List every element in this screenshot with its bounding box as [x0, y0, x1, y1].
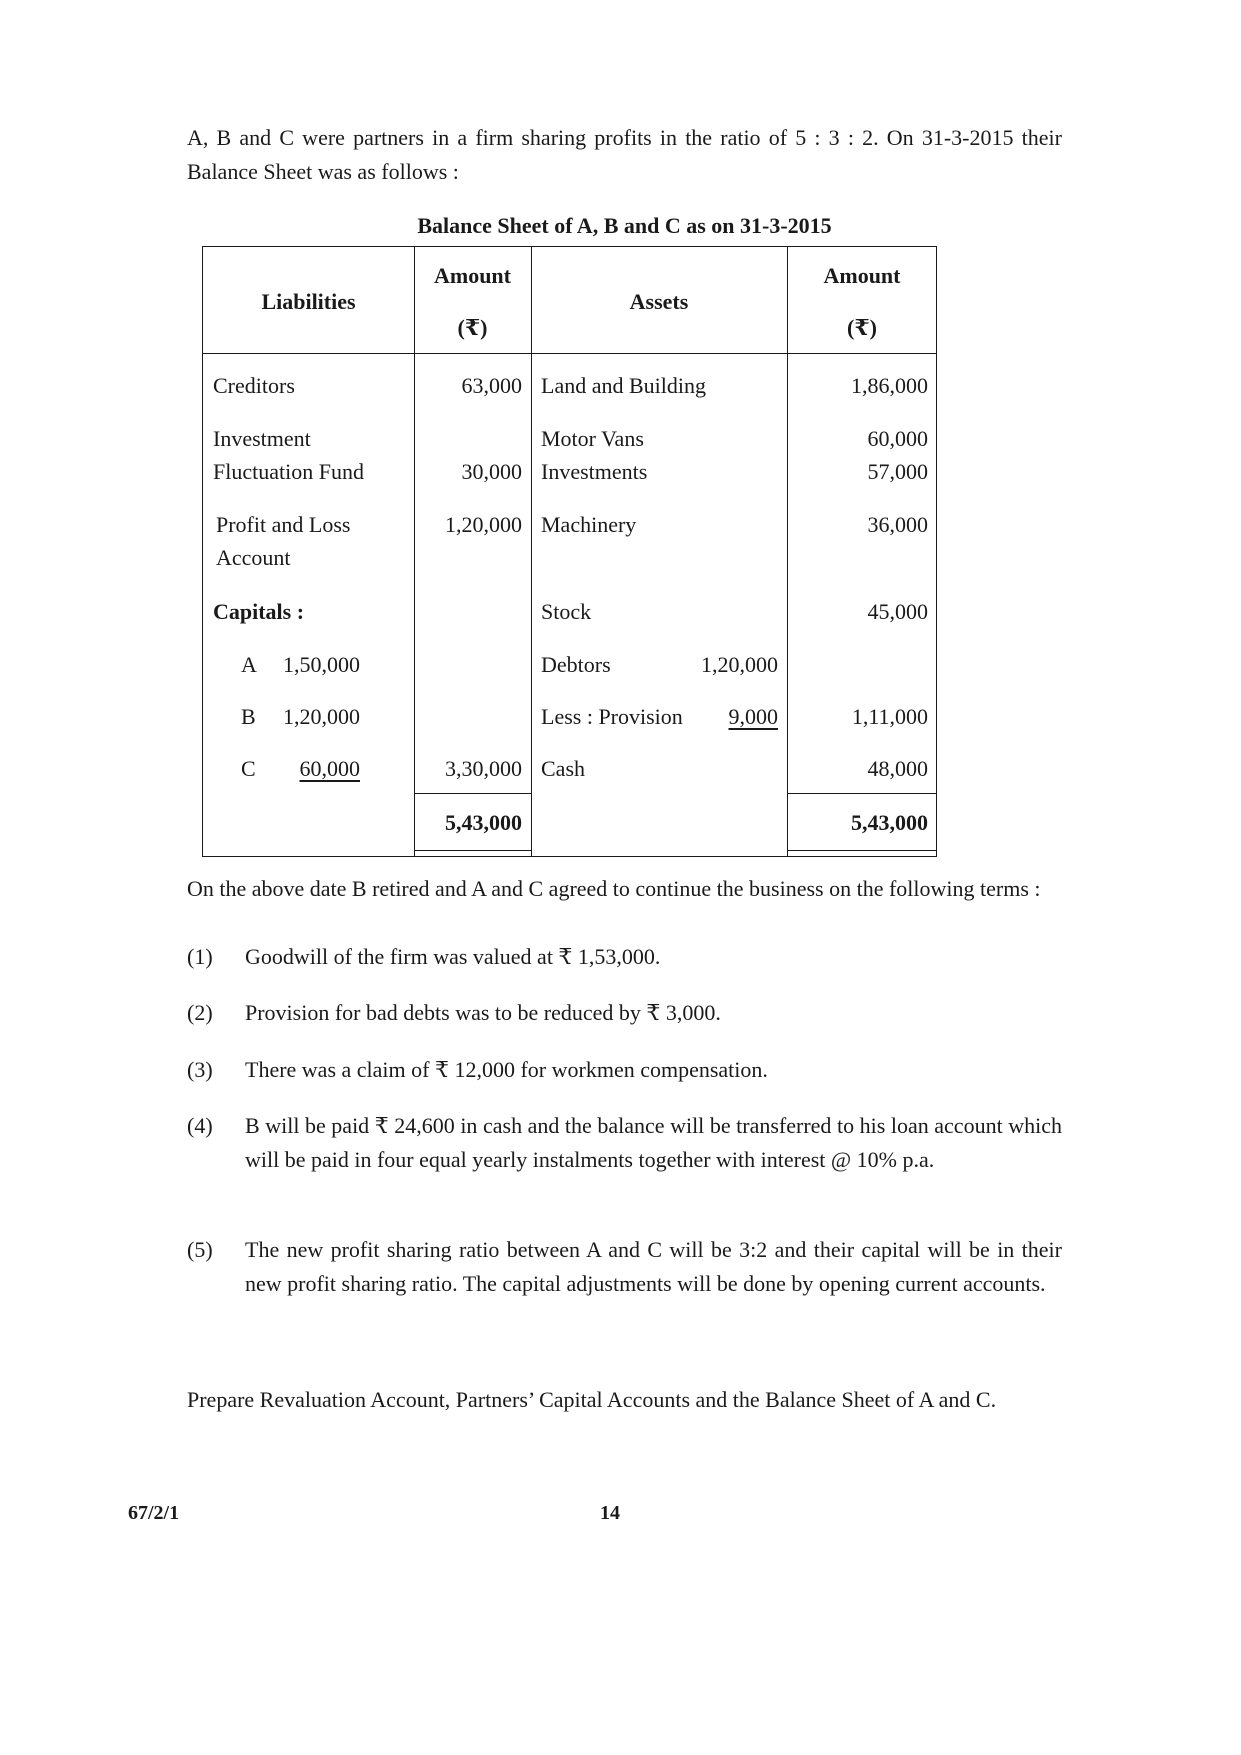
- motor-vans-label: Motor Vans: [541, 426, 644, 451]
- assets-total-underline: [787, 850, 937, 851]
- cash-amount: 48,000: [867, 756, 928, 781]
- term-text: There was a claim of ₹ 12,000 for workmen compensation.: [245, 1057, 768, 1082]
- debtors-label: Debtors: [541, 652, 611, 677]
- land-amount: 1,86,000: [851, 373, 928, 398]
- term-number: (2): [187, 1000, 213, 1025]
- capital-b-name: B: [241, 704, 256, 729]
- column-divider: [531, 247, 532, 856]
- balance-sheet-table: [202, 246, 937, 857]
- motor-vans-amount: 60,000: [867, 426, 928, 451]
- capital-a-amount: 1,50,000: [283, 652, 360, 677]
- pl-label-line2: Account: [216, 545, 291, 570]
- assets-header: Assets: [629, 289, 689, 314]
- term-item: [187, 940, 1062, 974]
- closing-instruction: Prepare Revaluation Account, Partners’ Capital Accounts and the Balance Sheet of A and C.: [187, 1387, 997, 1412]
- term-item: [187, 996, 1062, 1030]
- intro-paragraph: A, B and C were partners in a firm sharing profits in the ratio of 5 : 3 : 2. On 31-3-2015 their Balance Sheet was as follows :: [187, 125, 1062, 184]
- creditors-amount: 63,000: [461, 373, 522, 398]
- ifr-label-line1: Investment: [213, 426, 311, 451]
- term-number: (3): [187, 1057, 213, 1082]
- header-divider: [203, 353, 936, 354]
- paper-code: 67/2/1: [128, 1502, 180, 1524]
- net-debtors-amount: 1,11,000: [851, 704, 928, 729]
- stock-amount: 45,000: [867, 599, 928, 624]
- liabilities-total-rule: [414, 793, 531, 794]
- term-text: Provision for bad debts was to be reduced by ₹ 3,000.: [245, 1000, 721, 1025]
- ifr-amount: 30,000: [461, 459, 522, 484]
- land-label: Land and Building: [541, 373, 706, 398]
- provision-amount: 9,000: [728, 704, 778, 729]
- machinery-amount: 36,000: [867, 512, 928, 537]
- liabilities-header: Liabilities: [261, 289, 356, 314]
- assets-amount-header: Amount: [823, 263, 901, 288]
- term-number: (1): [187, 944, 213, 969]
- capital-c-amount: 60,000: [299, 756, 360, 781]
- assets-total: 5,43,000: [851, 810, 928, 835]
- term-number: (5): [187, 1237, 213, 1262]
- term-item: [187, 1109, 1062, 1211]
- machinery-label: Machinery: [541, 512, 637, 537]
- retirement-paragraph: On the above date B retired and A and C agreed to continue the business on the following terms :: [187, 876, 1041, 901]
- debtors-amount: 1,20,000: [701, 652, 778, 677]
- investments-amount: 57,000: [867, 459, 928, 484]
- liabilities-currency-header: (₹): [457, 315, 488, 340]
- term-text: The new profit sharing ratio between A and C will be 3:2 and their capital will be in their new profit sharing ratio. The capital adjustments will be done by opening current accounts.: [245, 1237, 1062, 1296]
- term-text: B will be paid ₹ 24,600 in cash and the balance will be transferred to his loan account which will be paid in four equal yearly instalments together with interest @ 10% p.a.: [245, 1113, 1062, 1172]
- liabilities-total: 5,43,000: [445, 810, 522, 835]
- capital-c-name: C: [241, 756, 256, 781]
- term-number: (4): [187, 1113, 213, 1138]
- creditors-label: Creditors: [213, 373, 295, 398]
- liabilities-total-underline: [414, 850, 531, 851]
- term-item: [187, 1053, 1062, 1087]
- stock-label: Stock: [541, 599, 592, 624]
- capitals-label: Capitals :: [213, 599, 305, 624]
- provision-label: Less : Provision: [541, 704, 683, 729]
- capital-b-amount: 1,20,000: [283, 704, 360, 729]
- ifr-label-line2: Fluctuation Fund: [213, 459, 364, 484]
- capital-a-name: A: [241, 652, 257, 677]
- capitals-total: 3,30,000: [445, 756, 522, 781]
- cash-label: Cash: [541, 756, 585, 781]
- pl-amount: 1,20,000: [445, 512, 522, 537]
- assets-currency-header: (₹): [847, 315, 877, 340]
- term-item: [187, 1233, 1062, 1335]
- term-text: Goodwill of the firm was valued at ₹ 1,53,000.: [245, 944, 661, 969]
- table-title: Balance Sheet of A, B and C as on 31-3-2015: [417, 213, 832, 238]
- assets-total-rule: [787, 793, 937, 794]
- investments-label: Investments: [541, 459, 648, 484]
- liabilities-amount-header: Amount: [433, 263, 511, 288]
- page-number: 14: [600, 1502, 620, 1524]
- pl-label-line1: Profit and Loss: [216, 512, 351, 537]
